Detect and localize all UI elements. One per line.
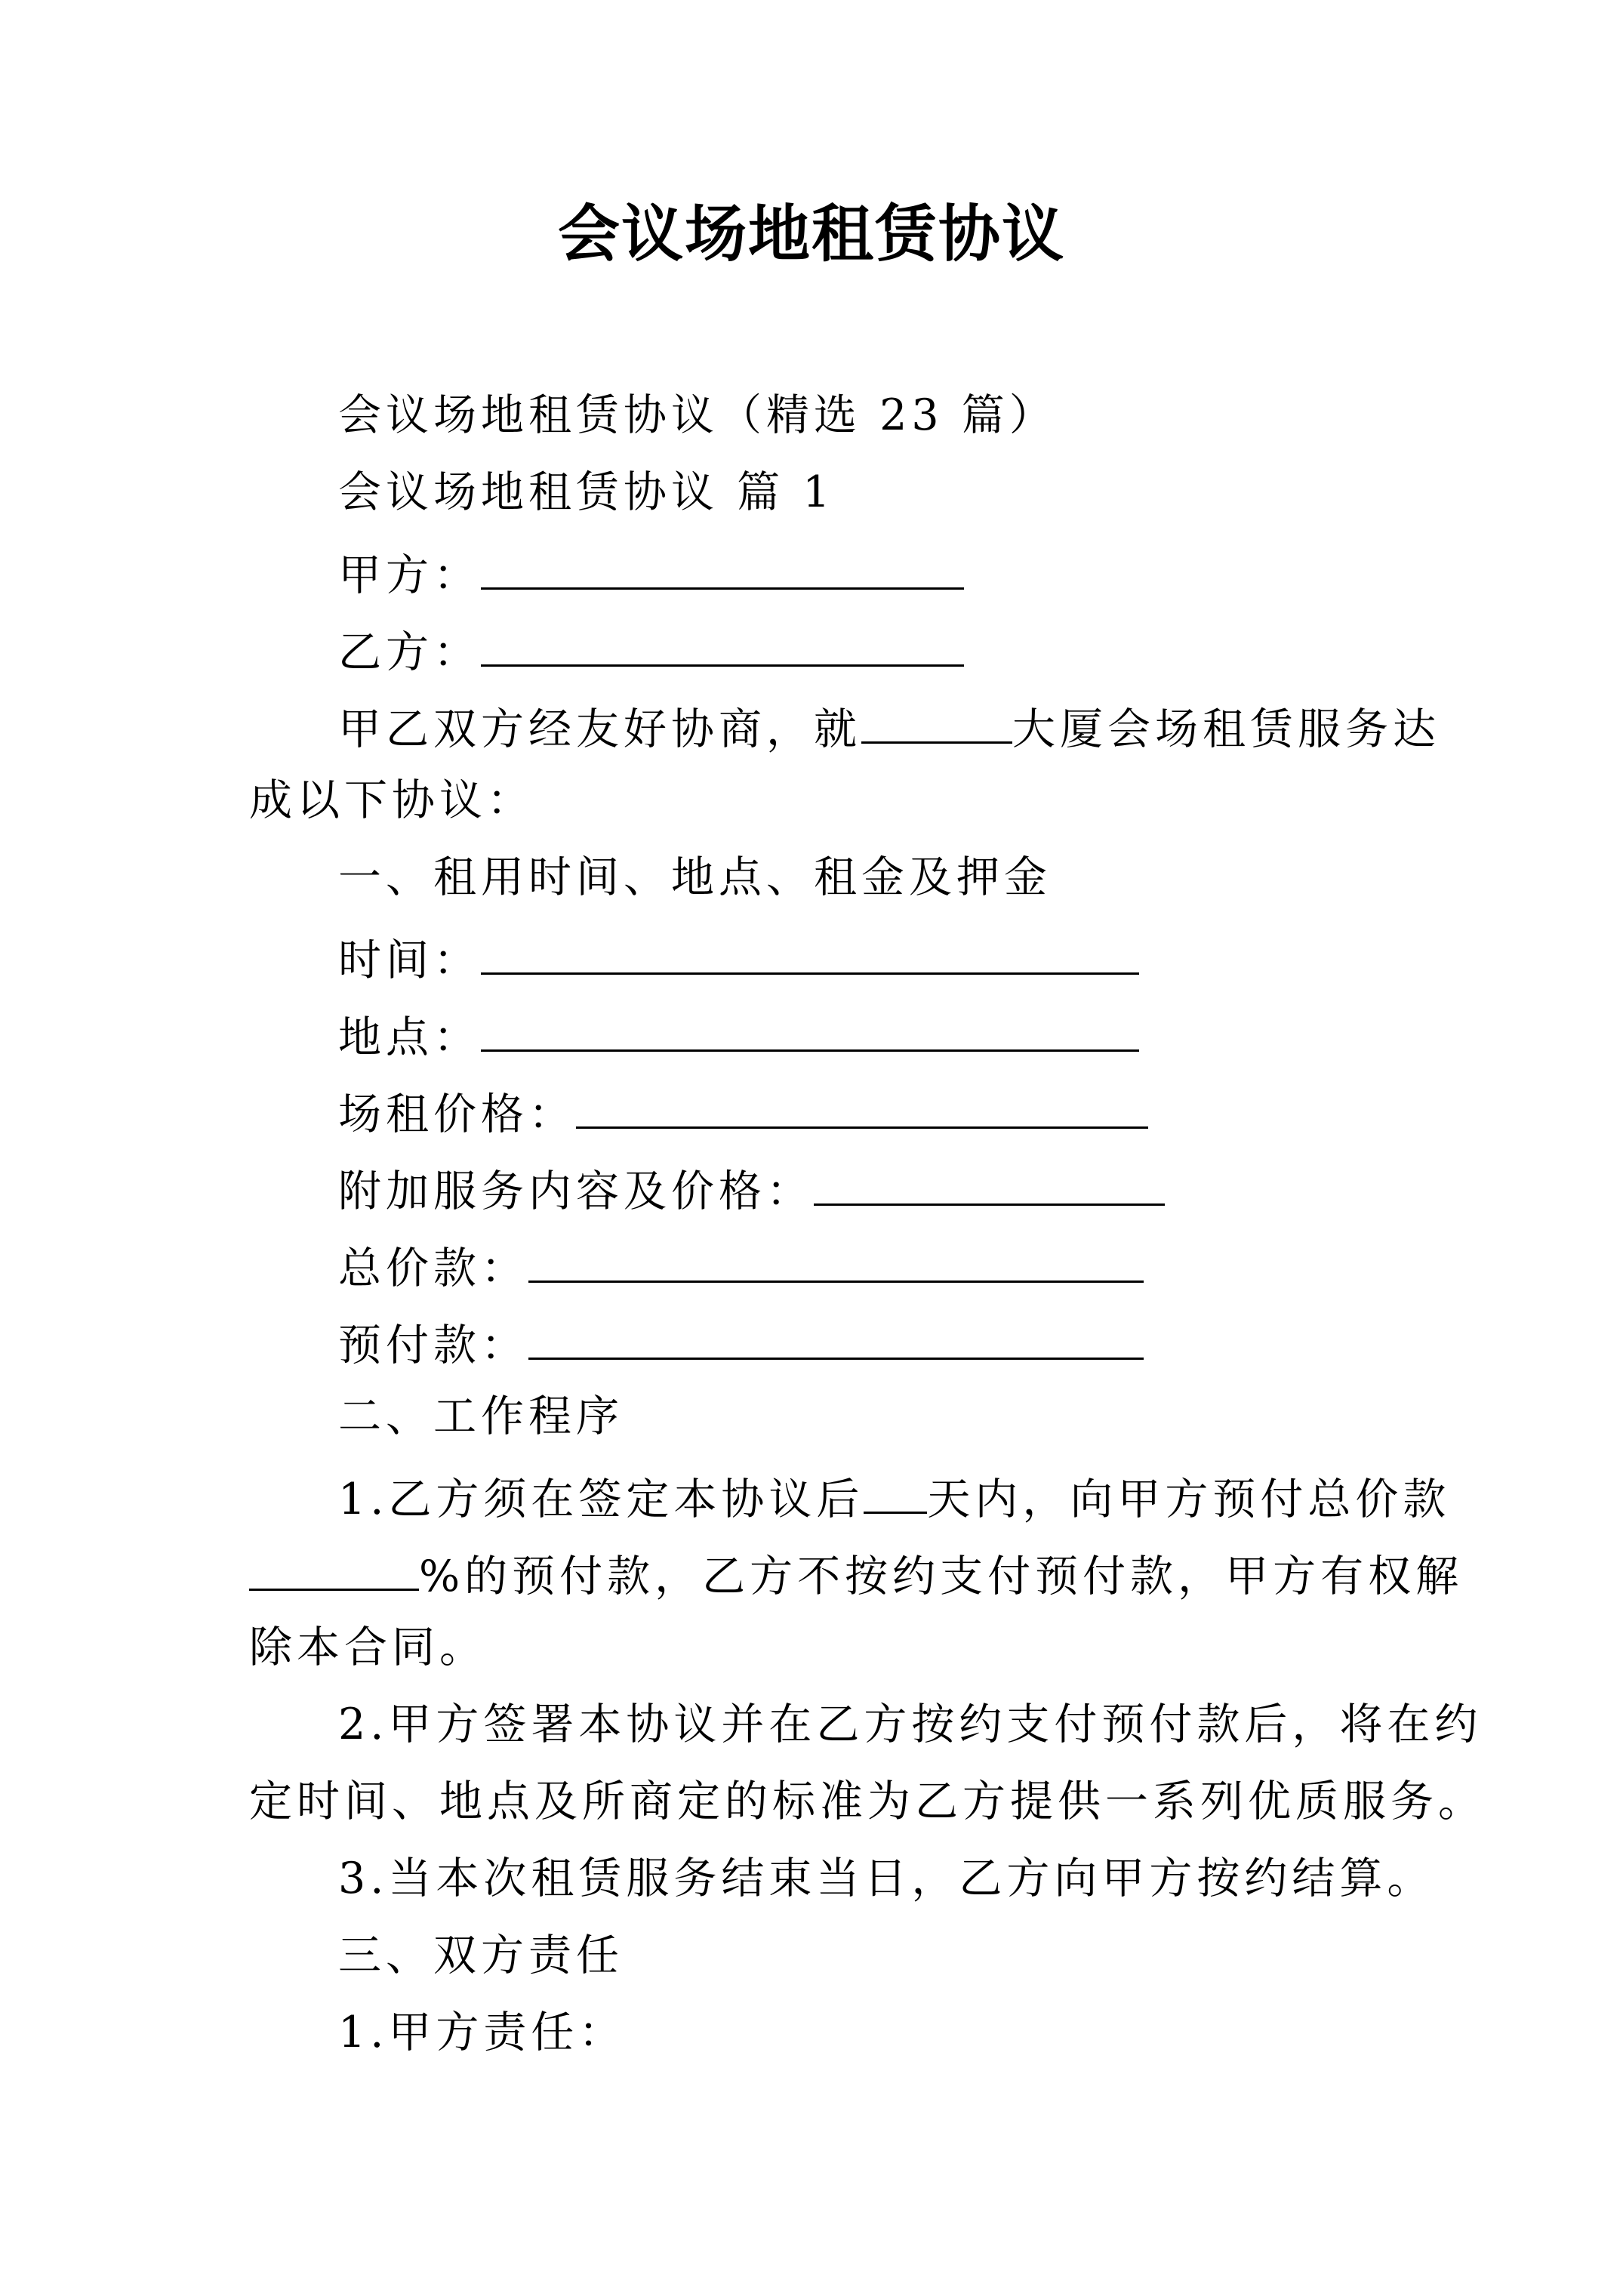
item2-line-1: 2.甲方签署本协议并在乙方按约支付预付款后，将在约 (338, 1700, 1483, 1749)
extra-service-blank (814, 1155, 1165, 1206)
time-label: 时间： (338, 935, 481, 985)
section3-heading: 三、双方责任 (338, 1931, 624, 1980)
prepayment-blank (528, 1309, 1144, 1360)
party-a-row (338, 539, 964, 606)
total-price-row (338, 1232, 1144, 1299)
item1-line-3: 除本合同。 (249, 1623, 487, 1672)
section1-heading: 一、租用时间、地点、租金及押金 (338, 852, 1052, 902)
total-price-label: 总价款： (338, 1244, 528, 1293)
item3-line: 3.当本次租赁服务结束当日，乙方向甲方按约结算。 (338, 1854, 1435, 1903)
section2-heading: 二、工作程序 (338, 1391, 624, 1441)
rent-price-label: 场租价格： (338, 1089, 576, 1139)
item1-text-2: 天内，向甲方预付总价款 (927, 1475, 1451, 1524)
building-name-blank (861, 693, 1012, 744)
item1-line-1 (338, 1463, 1450, 1530)
party-b-blank (481, 616, 964, 667)
document-subtitle: 会议场地租赁协议（精选 23 篇） (338, 390, 1057, 440)
place-label: 地点： (338, 1012, 481, 1062)
time-row (338, 924, 1139, 991)
section-heading: 会议场地租赁协议 篇 1 (338, 467, 835, 517)
intro-line-1 (338, 693, 1440, 760)
percent-blank (249, 1540, 419, 1591)
party-b-label: 乙方： (338, 627, 481, 677)
item1-line-2 (249, 1540, 1463, 1607)
party-a-blank (481, 539, 964, 590)
document-title: 会议场地租赁协议 (557, 198, 1065, 270)
extra-service-label: 附加服务内容及价格： (338, 1166, 814, 1216)
extra-service-row (338, 1155, 1165, 1222)
total-price-blank (528, 1232, 1144, 1283)
section3-item1: 1.甲方责任： (338, 2008, 627, 2057)
rent-price-row (338, 1078, 1148, 1145)
item2-line-2: 定时间、地点及所商定的标准为乙方提供一系列优质服务。 (249, 1777, 1486, 1826)
intro-text-1: 甲乙双方经友好协商，就 (338, 704, 861, 754)
item1-text-3: %的预付款，乙方不按约支付预付款，甲方有权解 (419, 1552, 1464, 1601)
place-blank (481, 1001, 1139, 1052)
intro-text-2: 大厦会场租赁服务达 (1012, 704, 1440, 754)
item1-text-1: 1.乙方须在签定本协议后 (338, 1475, 864, 1524)
rent-price-blank (576, 1078, 1148, 1129)
place-row (338, 1001, 1139, 1068)
intro-line-2: 成以下协议： (249, 775, 534, 825)
prepayment-label: 预付款： (338, 1321, 528, 1370)
party-a-label: 甲方： (338, 550, 481, 600)
time-blank (481, 924, 1139, 975)
prepayment-row (338, 1309, 1144, 1376)
party-b-row (338, 616, 964, 683)
days-blank (864, 1463, 927, 1514)
